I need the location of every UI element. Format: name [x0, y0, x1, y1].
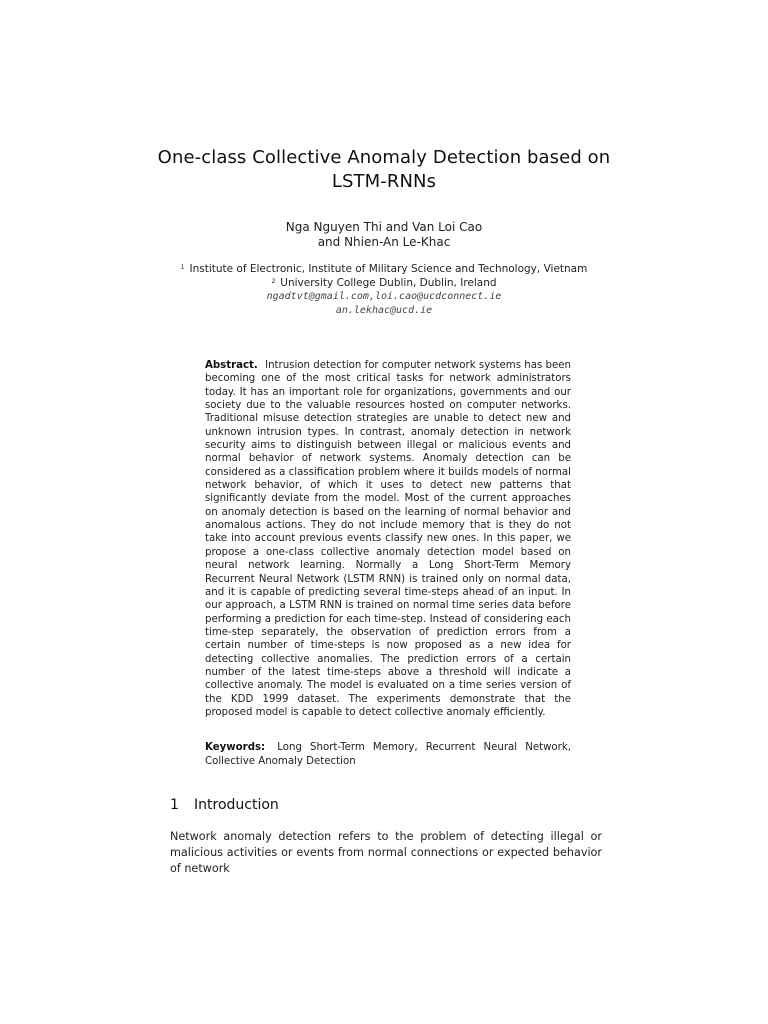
author-list — [150, 220, 618, 250]
affiliation-2-text: University College Dublin, Dublin, Ireland — [280, 277, 497, 289]
authors-line-1: Nga Nguyen Thi and Van Loi Cao — [285, 220, 483, 234]
paper-title-line-1: One-class Collective Anomaly Detection based on — [157, 147, 611, 168]
authors-line-2: and Nhien-An Le-Khac — [317, 235, 451, 249]
affiliation-1-text: Institute of Electronic, Institute of Military Science and Technology, Vietnam — [189, 263, 588, 275]
paper-title — [150, 146, 618, 194]
section-number: 1 — [170, 797, 179, 813]
abstract — [205, 359, 571, 719]
keywords — [205, 741, 571, 769]
affiliation-1-mark: 1 — [180, 264, 185, 271]
author-emails-line-1: ngadtvt@gmail.com,loi.cao@ucdconnect.ie — [266, 291, 502, 302]
paper-title-line-2: LSTM-RNNs — [331, 171, 437, 192]
author-emails-line-2: an.lekhac@ucd.ie — [335, 305, 433, 316]
abstract-text: Intrusion detection for computer network systems has been becoming one of the most critical tasks for network administrators today. It has an important role for organizations, governments and our society due to the valuable resources hosted on computer networks. Traditional misuse detection strategies are unable to detect new and unknown intrusion types. In contrast, anomaly detection in network security aims to distinguish between illegal or malicious events and normal behavior of network systems. Anomaly detection can be considered as a classification problem where it builds models of normal network behavior, of which it uses to detect new patterns that significantly deviate from the model. Most of the current approaches on anomaly detection is based on the learning of normal behavior and anomalous actions. They do not include memory that is they do not take into account previous events classify new ones. In this paper, we propose a one-class collective anomaly detection model based on neural network learning. Normally a Long Short-Term Memory Recurrent Neural Network (LSTM RNN) is trained only on normal data, and it is capable of predicting several time-steps ahead of an input. In our approach, a LSTM RNN is trained on normal time series data before performing a prediction for each time-step. Instead of considering each time-step separately, the observation of prediction errors from a certain number of time-steps is now proposed as a new idea for detecting collective anomalies. The prediction errors of a certain number of the latest time-steps above a threshold will indicate a collective anomaly. The model is evaluated on a time series version of the KDD 1999 dataset. The experiments demonstrate that the proposed model is capable to detect collective anomaly efficiently. — [205, 360, 571, 718]
affiliation-2 — [150, 276, 618, 290]
affiliations — [150, 262, 618, 318]
keywords-text: Long Short-Term Memory, Recurrent Neural Network, Collective Anomaly Detection — [205, 742, 571, 767]
affiliation-1 — [150, 262, 618, 276]
abstract-label: Abstract. — [205, 360, 258, 371]
keywords-label: Keywords: — [205, 742, 266, 753]
section-heading — [170, 796, 279, 814]
affiliation-2-mark: 2 — [271, 278, 276, 285]
section-title: Introduction — [194, 797, 279, 813]
section-body-text: Network anomaly detection refers to the problem of detecting illegal or malicious activities or events from normal connections or expected behavior of network — [170, 830, 602, 875]
